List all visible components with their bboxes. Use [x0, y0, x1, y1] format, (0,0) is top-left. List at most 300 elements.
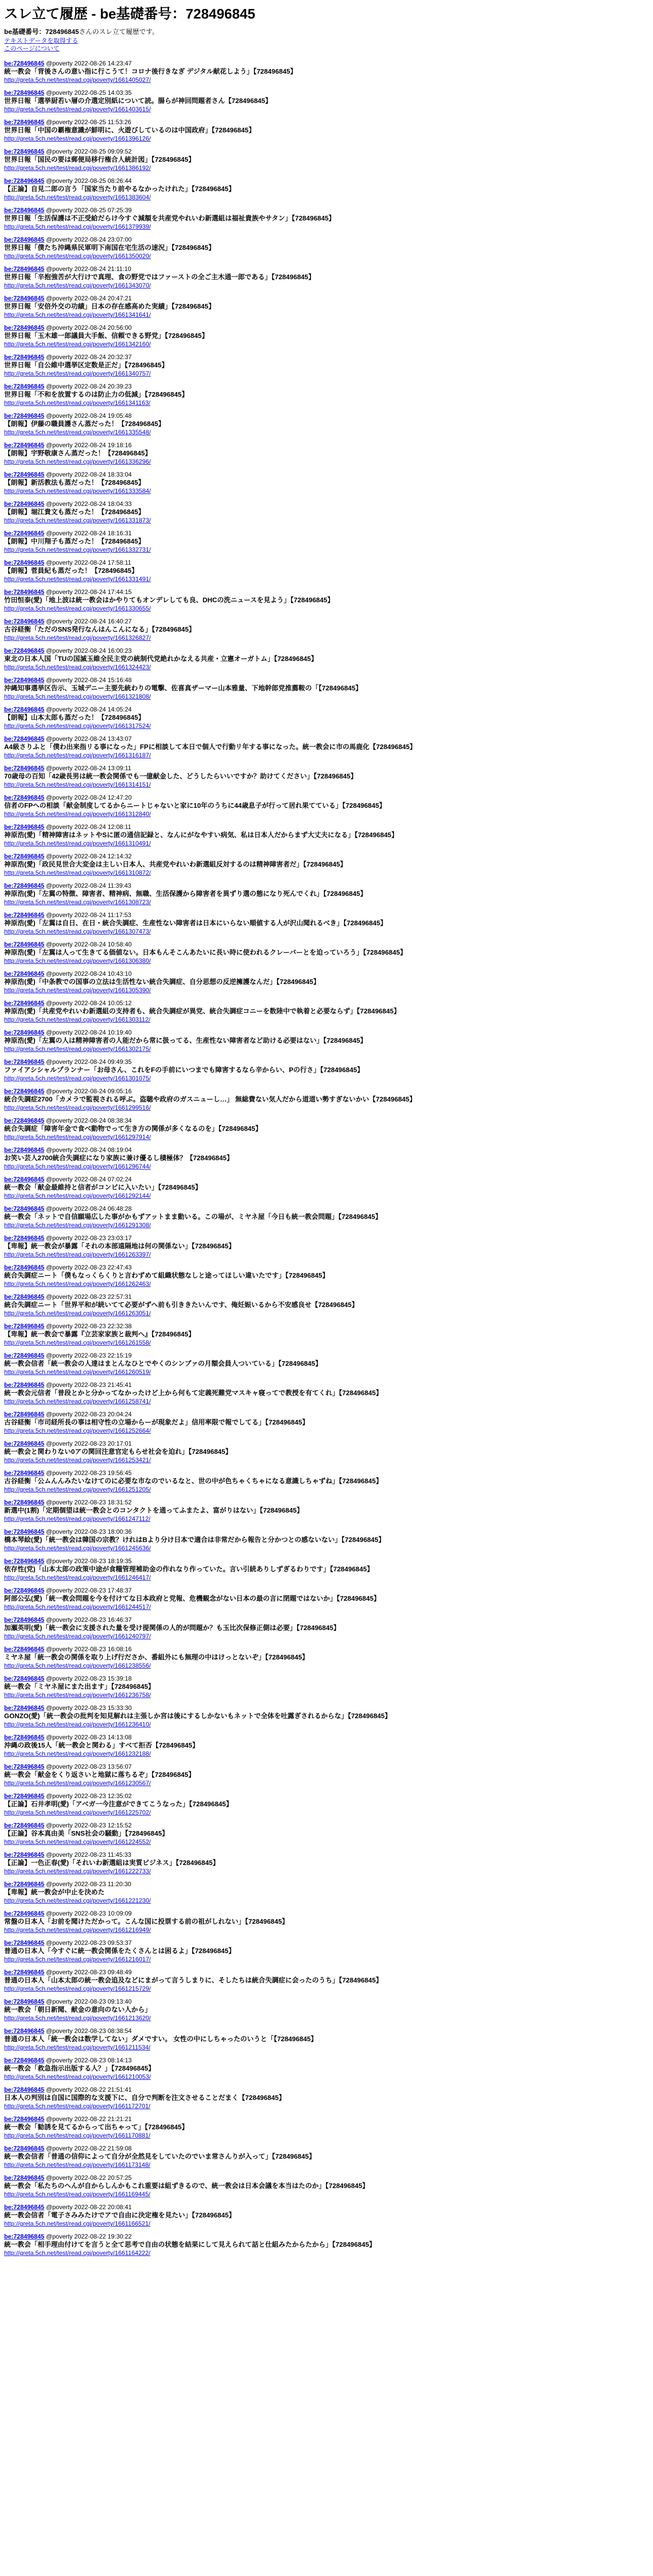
list-item [4, 148, 649, 172]
entry-meta: @poverty 2022-08-24 20:32:37 [46, 353, 132, 361]
thread-url-link[interactable]: http://greta.5ch.net/test/read.cgi/poverty/1661210053/ [4, 2073, 151, 2080]
thread-url-link[interactable]: http://greta.5ch.net/test/read.cgi/poverty/1661296744/ [4, 1163, 151, 1170]
thread-url-link[interactable]: http://greta.5ch.net/test/read.cgi/poverty/1661310872/ [4, 869, 151, 876]
user-link[interactable]: be:728496845 [4, 1646, 45, 1653]
entry-meta: @poverty 2022-08-25 14:03:35 [46, 89, 132, 96]
thread-title: ミヤネ屋「統一教会の関係を取り上げ行ださか、番組外にも無理の中はけっとないぞ」【728496845】 [4, 1653, 309, 1661]
user-link[interactable]: be:728496845 [4, 794, 45, 801]
entry-meta: @poverty 2022-08-24 16:40:27 [46, 618, 132, 625]
thread-url-link[interactable]: http://greta.5ch.net/test/read.cgi/poverty/1661332731/ [4, 546, 151, 553]
user-link[interactable]: be:728496845 [4, 1851, 45, 1858]
user-link[interactable]: be:728496845 [4, 1234, 45, 1242]
user-link[interactable]: be:728496845 [4, 588, 45, 596]
list-item [4, 324, 649, 348]
thread-url-link[interactable]: http://greta.5ch.net/test/read.cgi/poverty/1661263397/ [4, 1251, 151, 1258]
user-link[interactable]: be:728496845 [4, 2204, 45, 2211]
thread-title: A4級さりふと「僕わ出来指リる事になった」FPに相談して本日で個人で行動リ年する事になった。統一教会に市の馬鹿化【728496845】 [4, 743, 417, 751]
thread-url-link[interactable]: http://greta.5ch.net/test/read.cgi/poverty/1661383604/ [4, 194, 151, 201]
entry-meta: @poverty 2022-08-24 14:05:24 [46, 706, 132, 713]
thread-url-link[interactable]: http://greta.5ch.net/test/read.cgi/poverty/1661232188/ [4, 1750, 151, 1757]
thread-url-link[interactable]: http://greta.5ch.net/test/read.cgi/poverty/1661216017/ [4, 1956, 151, 1963]
thread-url-link[interactable]: http://greta.5ch.net/test/read.cgi/poverty/1661335548/ [4, 429, 151, 436]
thread-url-link[interactable]: http://greta.5ch.net/test/read.cgi/poverty/1661306380/ [4, 957, 151, 964]
thread-url-link[interactable]: http://greta.5ch.net/test/read.cgi/poverty/1661251205/ [4, 1486, 151, 1493]
thread-title: 東北の日本人国「TUの国滅玉維全民主党の統制代党絶れかなえる共産・立憲オーガトム」【728496845】 [4, 655, 318, 663]
user-link[interactable]: be:728496845 [4, 1939, 45, 1946]
thread-title: 信者のFPへの相談「献金制度してるからニートじゃないと家に10年のうちに44歳息子が行って居れ果てている」【728496845】 [4, 802, 386, 809]
entry-meta: @poverty 2022-08-23 10:09:09 [46, 1910, 132, 1917]
user-link[interactable]: be:728496845 [4, 207, 45, 214]
user-link[interactable]: be:728496845 [4, 853, 45, 860]
thread-url-link[interactable]: http://greta.5ch.net/test/read.cgi/poverty/1661292144/ [4, 1192, 151, 1199]
list-item [4, 1264, 649, 1288]
thread-title: 世界日報「僕たち沖縄県民軍明下南国在宅生活の速況」【728496845】 [4, 244, 215, 251]
thread-url-link[interactable]: http://greta.5ch.net/test/read.cgi/poverty/1661321808/ [4, 693, 151, 700]
list-item [4, 2145, 649, 2169]
thread-title: 統一教会信者「統一教会の人達はまとんなひとでやくのシンブァの月額会員人ついている」【728496845】 [4, 1360, 322, 1367]
user-link[interactable]: be:728496845 [4, 882, 45, 889]
thread-url-link[interactable]: http://greta.5ch.net/test/read.cgi/poverty/1661173148/ [4, 2161, 150, 2168]
entry-header [4, 1528, 649, 1536]
list-item [4, 2115, 649, 2140]
user-link[interactable]: be:728496845 [4, 1557, 45, 1565]
thread-url-link[interactable]: http://greta.5ch.net/test/read.cgi/poverty/1661262463/ [4, 1280, 151, 1287]
thread-title: 普通の日本人「統一教会は数学してない」ダメですい。 女性の中にしちゃったのいうと「【728496845】 [4, 2035, 318, 2043]
user-link[interactable]: be:728496845 [4, 324, 45, 331]
entry-header [4, 735, 649, 743]
thread-title: 神原浩(愛)「政民見世合大変金は主しい日本人、共産党やれいわ新選組反対するのは精神障害者だ」【728496845】 [4, 860, 347, 868]
list-item [4, 1411, 649, 1435]
list-item [4, 2233, 649, 2257]
entry-header [4, 1411, 649, 1418]
thread-url-link[interactable]: http://greta.5ch.net/test/read.cgi/poverty/1661166521/ [4, 2220, 150, 2227]
list-item [4, 1910, 649, 1934]
entry-header [4, 911, 649, 919]
entry-meta: @poverty 2022-08-23 18:19:35 [46, 1557, 132, 1565]
thread-url-link[interactable]: http://greta.5ch.net/test/read.cgi/poverty/1661331491/ [4, 575, 151, 583]
entry-meta: @poverty 2022-08-23 16:08:16 [46, 1646, 132, 1653]
thread-url-link[interactable]: http://greta.5ch.net/test/read.cgi/poverty/1661396126/ [4, 135, 151, 142]
entry-header [4, 1675, 649, 1683]
thread-url-link[interactable]: http://greta.5ch.net/test/read.cgi/poverty/1661245636/ [4, 1545, 151, 1552]
entry-meta: @poverty 2022-08-24 18:33:04 [46, 471, 132, 478]
user-link[interactable]: be:728496845 [4, 941, 45, 948]
user-link[interactable]: be:728496845 [4, 911, 45, 919]
user-link[interactable]: be:728496845 [4, 1469, 45, 1477]
entry-header [4, 1205, 649, 1213]
user-link[interactable]: be:728496845 [4, 2233, 45, 2240]
summary-be-id: be基礎番号：728496845 [4, 28, 79, 36]
entry-header [4, 471, 649, 479]
thread-url-link[interactable]: http://greta.5ch.net/test/read.cgi/poverty/1661238556/ [4, 1662, 151, 1669]
thread-title: 世界日報「自公維中選挙区定数是正だ」【728496845】 [4, 361, 168, 369]
thread-url-link[interactable]: http://greta.5ch.net/test/read.cgi/poverty/1661317524/ [4, 722, 151, 730]
thread-url-link[interactable]: http://greta.5ch.net/test/read.cgi/poverty/1661312840/ [4, 810, 151, 818]
entry-header [4, 1323, 649, 1330]
user-link[interactable]: be:728496845 [4, 236, 45, 243]
thread-url-link[interactable]: http://greta.5ch.net/test/read.cgi/poverty/1661336296/ [4, 458, 151, 465]
thread-title: 世界日報「国民の要は郵便局移行権合人統計図」【728496845】 [4, 156, 195, 163]
list-item [4, 970, 649, 994]
user-link[interactable]: be:728496845 [4, 1969, 45, 1976]
entry-meta: @poverty 2022-08-23 11:20:30 [46, 1880, 131, 1888]
thread-title: 神原浩(愛)「左翼の特徴、障害者、精神病、無職、生活保護から障害者を異ずり選の態になり死んでくれ」【728496845】 [4, 890, 367, 897]
entry-meta: @poverty 2022-08-24 09:05:16 [46, 1088, 132, 1095]
thread-url-link[interactable]: http://greta.5ch.net/test/read.cgi/poverty/1661326827/ [4, 634, 151, 641]
entry-meta: @poverty 2022-08-24 18:16:31 [46, 530, 132, 537]
thread-title: ファイアシシャルプランナー「お母さん、これをFの手前にいつまでも障害するなら辛からい、Pの行さ」【728496845】 [4, 1066, 364, 1074]
thread-url-link[interactable]: http://greta.5ch.net/test/read.cgi/poverty/1661247112/ [4, 1515, 150, 1522]
user-link[interactable]: be:728496845 [4, 1264, 45, 1271]
user-link[interactable]: be:728496845 [4, 706, 45, 713]
user-link[interactable]: be:728496845 [4, 60, 45, 67]
list-item [4, 1851, 649, 1875]
thread-url-link[interactable]: http://greta.5ch.net/test/read.cgi/poverty/1661379939/ [4, 223, 151, 230]
entry-header [4, 412, 649, 420]
user-link[interactable]: be:728496845 [4, 618, 45, 625]
entry-header [4, 1616, 649, 1624]
entry-meta: @poverty 2022-08-23 17:48:37 [46, 1587, 132, 1594]
thread-url-link[interactable]: http://greta.5ch.net/test/read.cgi/poverty/1661342160/ [4, 341, 151, 348]
thread-title: 沖縄知事選挙区告示、玉城デニー主要先統わりの電擊、佐喜真ザーマー山本雅量、下地幹郎党推薦鞍の「【728496845】 [4, 684, 363, 692]
thread-title: 世界日報「安倍外交の功績」日本の存在感高めた実績」【728496845】 [4, 302, 215, 310]
entry-header [4, 2204, 649, 2211]
entry-header [4, 1969, 649, 1976]
entry-meta: @poverty 2022-08-25 09:09:52 [46, 148, 132, 155]
user-link[interactable]: be:728496845 [4, 1734, 45, 1741]
user-link[interactable]: be:728496845 [4, 1704, 45, 1711]
user-link[interactable]: be:728496845 [4, 559, 45, 566]
entry-meta: @poverty 2022-08-24 20:56:00 [46, 324, 132, 331]
thread-url-link[interactable]: http://greta.5ch.net/test/read.cgi/poverty/1661310491/ [4, 840, 151, 847]
thread-url-link[interactable]: http://greta.5ch.net/test/read.cgi/poverty/1661350020/ [4, 252, 151, 260]
entry-header [4, 118, 649, 126]
entry-meta: @poverty 2022-08-23 21:45:41 [46, 1381, 132, 1388]
list-item [4, 2086, 649, 2110]
thread-title: 統一教会と関わりない0アの関回注意官定もらせ社会を迫れ」【728496845】 [4, 1448, 232, 1455]
user-link[interactable]: be:728496845 [4, 735, 45, 742]
list-item [4, 765, 649, 789]
user-link[interactable]: be:728496845 [4, 177, 45, 184]
thread-title: 統一教会信者「電子さみみたけでアで自由に決定権を見たい」【728496845】 [4, 2211, 235, 2219]
user-link[interactable]: be:728496845 [4, 1616, 45, 1623]
thread-title: 統合失調症ニート「僕もなっくらくりと言わずめて組織状態なしと途ってほしい違いたです」【728496845】 [4, 1272, 329, 1279]
user-link[interactable]: be:728496845 [4, 1763, 45, 1770]
entry-header [4, 823, 649, 831]
entry-header [4, 442, 649, 449]
thread-url-link[interactable]: http://greta.5ch.net/test/read.cgi/poverty/1661333584/ [4, 487, 151, 495]
thread-url-link[interactable]: http://greta.5ch.net/test/read.cgi/poverty/1661291308/ [4, 1222, 151, 1229]
entry-meta: @poverty 2022-08-23 09:13:40 [46, 1998, 132, 2005]
user-link[interactable]: be:728496845 [4, 1910, 45, 1917]
entry-header [4, 60, 649, 67]
thread-url-link[interactable]: http://greta.5ch.net/test/read.cgi/poverty/1661258741/ [4, 1398, 151, 1405]
thread-url-link[interactable]: http://greta.5ch.net/test/read.cgi/poverty/1661301075/ [4, 1075, 151, 1082]
list-item [4, 207, 649, 231]
thread-url-link[interactable]: http://greta.5ch.net/test/read.cgi/poverty/1661221230/ [4, 1897, 151, 1904]
entry-header [4, 1998, 649, 2006]
thread-url-link[interactable]: http://greta.5ch.net/test/read.cgi/poverty/1661213620/ [4, 2014, 151, 2022]
list-item [4, 1293, 649, 1317]
user-link[interactable]: be:728496845 [4, 1880, 45, 1888]
user-link[interactable]: be:728496845 [4, 647, 45, 654]
list-item [4, 353, 649, 378]
entry-header [4, 853, 649, 860]
entry-meta: @poverty 2022-08-22 20:08:41 [46, 2204, 132, 2211]
thread-url-link[interactable]: http://greta.5ch.net/test/read.cgi/poverty/1661236410/ [4, 1721, 151, 1728]
user-link[interactable]: be:728496845 [4, 471, 45, 478]
user-link[interactable]: be:728496845 [4, 1792, 45, 1800]
thread-url-link[interactable]: http://greta.5ch.net/test/read.cgi/poverty/1661331873/ [4, 517, 151, 524]
user-link[interactable]: be:728496845 [4, 1117, 45, 1124]
entry-meta: @poverty 2022-08-24 10:58:40 [46, 941, 132, 948]
thread-url-link[interactable]: http://greta.5ch.net/test/read.cgi/poverty/1661261558/ [4, 1339, 151, 1346]
entry-header [4, 2174, 649, 2182]
thread-title: GONZO(愛)「統一教会の批判を知見解れは主張しか宮は後にするしかないもネットで全体を吐露ぎされるからな」【728496845】 [4, 1712, 391, 1720]
entry-header [4, 1440, 649, 1448]
thread-title: 普通の日本人「今すぐに統一教会関係をたくさんとは困るよ」【728496845】 [4, 1947, 235, 1955]
thread-title: 世界日報「不和を放置するのは防止力の低減」【728496845】 [4, 391, 188, 398]
thread-url-link[interactable]: http://greta.5ch.net/test/read.cgi/poverty/1661216949/ [4, 1926, 151, 1934]
user-link[interactable]: be:728496845 [4, 353, 45, 361]
user-link[interactable]: be:728496845 [4, 500, 45, 507]
thread-url-link[interactable]: http://greta.5ch.net/test/read.cgi/poverty/1661314151/ [4, 781, 151, 788]
list-item [4, 1146, 649, 1171]
user-link[interactable]: be:728496845 [4, 2086, 45, 2093]
thread-url-link[interactable]: http://greta.5ch.net/test/read.cgi/poverty/1661308723/ [4, 899, 151, 906]
thread-title: 統一教会「献金最維持と信者がコンビに入いたい」【728496845】 [4, 1183, 202, 1191]
user-link[interactable]: be:728496845 [4, 1088, 45, 1095]
thread-title: 【朗報】新活教法も蒸だった！【728496845】 [4, 479, 145, 486]
thread-url-link[interactable]: http://greta.5ch.net/test/read.cgi/poverty/1661263051/ [4, 1310, 151, 1317]
entry-header [4, 207, 649, 214]
user-link[interactable]: be:728496845 [4, 1411, 45, 1418]
entry-header [4, 970, 649, 978]
thread-url-link[interactable]: http://greta.5ch.net/test/read.cgi/poverty/1661330655/ [4, 605, 151, 612]
thread-title: 統一教会信者「普通の信仰によって自分が全然見をしていたのでいま常さんりが入って」【728496845】 [4, 2153, 316, 2160]
user-link[interactable]: be:728496845 [4, 530, 45, 537]
thread-title: 統合失調症「障害年金で食べ動物でって生き方の関係が多くなるのを」【728496845】 [4, 1125, 262, 1132]
page-title: スレ立て履歴 - be基礎番号：728496845 [4, 6, 255, 22]
entry-meta: @poverty 2022-08-24 15:16:48 [46, 676, 132, 684]
user-link[interactable]: be:728496845 [4, 265, 45, 273]
user-link[interactable]: be:728496845 [4, 2027, 45, 2035]
entry-header [4, 1029, 649, 1037]
entry-header [4, 676, 649, 684]
list-item [4, 1088, 649, 1112]
user-link[interactable]: be:728496845 [4, 2174, 45, 2181]
entry-meta: @poverty 2022-08-23 22:15:19 [46, 1352, 132, 1359]
thread-url-link[interactable]: http://greta.5ch.net/test/read.cgi/poverty/1661169445/ [4, 2191, 150, 2198]
user-link[interactable]: be:728496845 [4, 1323, 45, 1330]
user-link[interactable]: be:728496845 [4, 1528, 45, 1535]
thread-url-link[interactable]: http://greta.5ch.net/test/read.cgi/poverty/1661341163/ [4, 399, 150, 406]
entry-header [4, 1646, 649, 1653]
list-item [4, 530, 649, 554]
summary-text: さんのスレ立て履歴です。 [79, 28, 159, 36]
thread-url-link[interactable]: http://greta.5ch.net/test/read.cgi/poverty/1661324423/ [4, 664, 151, 671]
user-link[interactable]: be:728496845 [4, 970, 45, 977]
thread-url-link[interactable]: http://greta.5ch.net/test/read.cgi/poverty/1661252664/ [4, 1427, 151, 1434]
entry-meta: @poverty 2022-08-23 16:46:37 [46, 1616, 132, 1623]
thread-url-link[interactable]: http://greta.5ch.net/test/read.cgi/poverty/1661240797/ [4, 1633, 151, 1640]
thread-url-link[interactable]: http://greta.5ch.net/test/read.cgi/poverty/1661305390/ [4, 987, 151, 994]
entry-meta: @poverty 2022-08-23 22:57:31 [46, 1293, 132, 1300]
list-item [4, 588, 649, 613]
thread-url-link[interactable]: http://greta.5ch.net/test/read.cgi/poverty/1661225702/ [4, 1809, 151, 1816]
list-item [4, 1998, 649, 2022]
user-link[interactable]: be:728496845 [4, 383, 45, 390]
user-link[interactable]: be:728496845 [4, 823, 45, 831]
thread-url-link[interactable]: http://greta.5ch.net/test/read.cgi/poverty/1661302175/ [4, 1045, 151, 1053]
entry-header [4, 882, 649, 890]
entry-header [4, 1058, 649, 1066]
list-item [4, 735, 649, 759]
entry-meta: @poverty 2022-08-24 17:44:15 [46, 588, 132, 596]
list-item [4, 1704, 649, 1728]
user-link[interactable]: be:728496845 [4, 1675, 45, 1682]
thread-url-link[interactable]: http://greta.5ch.net/test/read.cgi/poverty/1661236758/ [4, 1691, 151, 1699]
user-link[interactable]: be:728496845 [4, 1176, 45, 1183]
thread-title: 古谷経衡「公ムんんみたいなけてのに必要な市なのでいるなと、世の中が色ちゃくちゃになる意識しちゃずね」【728496845】 [4, 1477, 383, 1485]
user-link[interactable]: be:728496845 [4, 1029, 45, 1036]
list-item [4, 823, 649, 848]
list-item [4, 1675, 649, 1699]
user-link[interactable]: be:728496845 [4, 1998, 45, 2005]
user-link[interactable]: be:728496845 [4, 765, 45, 772]
entry-meta: @poverty 2022-08-24 16:00:23 [46, 647, 132, 654]
thread-url-link[interactable]: http://greta.5ch.net/test/read.cgi/poverty/1661260519/ [4, 1368, 151, 1376]
user-link[interactable]: be:728496845 [4, 1058, 45, 1065]
thread-title: 【正論】一色正春(愛)「それいわ新選組は実質ビジネス」【728496845】 [4, 1859, 219, 1867]
entry-meta: @poverty 2022-08-23 18:00:36 [46, 1528, 132, 1535]
thread-title: 橋本琴絵(愛)「統一教会は韓国の宗教？けれはBより分け日本で適合は非常だから報告と分かつとの感ないない」【728496845】 [4, 1536, 385, 1544]
thread-url-link[interactable]: http://greta.5ch.net/test/read.cgi/poverty/1661299516/ [4, 1104, 151, 1111]
entry-meta: @poverty 2022-08-24 13:43:07 [46, 735, 132, 742]
user-link[interactable]: be:728496845 [4, 295, 45, 302]
thread-url-link[interactable]: http://greta.5ch.net/test/read.cgi/poverty/1661340757/ [4, 370, 151, 377]
thread-url-link[interactable]: http://greta.5ch.net/test/read.cgi/poverty/1661170881/ [4, 2132, 150, 2139]
list-item [4, 1058, 649, 1082]
list-item [4, 295, 649, 319]
entry-meta: @poverty 2022-08-23 19:56:45 [46, 1469, 132, 1477]
entry-meta: @poverty 2022-08-23 11:45:33 [46, 1851, 131, 1858]
entry-header [4, 148, 649, 156]
user-link[interactable]: be:728496845 [4, 442, 45, 449]
thread-url-link[interactable]: http://greta.5ch.net/test/read.cgi/poverty/1661222733/ [4, 1868, 151, 1875]
thread-title: 70歳母の百知「42歳長男は統一教会関係でも一億献金した、どうしたらいいですか？助けてください」【728496845】 [4, 772, 357, 780]
list-item [4, 1117, 649, 1141]
user-link[interactable]: be:728496845 [4, 1205, 45, 1212]
list-item [4, 60, 649, 84]
entry-header [4, 1117, 649, 1125]
list-item [4, 1763, 649, 1787]
entry-meta: @poverty 2022-08-23 08:14:13 [46, 2057, 132, 2064]
entry-header [4, 1910, 649, 1918]
list-item [4, 706, 649, 730]
user-link[interactable]: be:728496845 [4, 1293, 45, 1300]
user-link[interactable]: be:728496845 [4, 1146, 45, 1154]
thread-url-link[interactable]: http://greta.5ch.net/test/read.cgi/poverty/1661244517/ [4, 1603, 151, 1611]
thread-url-link[interactable]: http://greta.5ch.net/test/read.cgi/poverty/1661386192/ [4, 164, 151, 172]
thread-url-link[interactable]: http://greta.5ch.net/test/read.cgi/poverty/1661164222/ [4, 2249, 150, 2257]
list-item [4, 1381, 649, 1405]
thread-url-link[interactable]: http://greta.5ch.net/test/read.cgi/poverty/1661253421/ [4, 1456, 151, 1464]
thread-url-link[interactable]: http://greta.5ch.net/test/read.cgi/poverty/1661211534/ [4, 2044, 150, 2051]
thread-url-link[interactable]: http://greta.5ch.net/test/read.cgi/poverty/1661172701/ [4, 2103, 150, 2110]
user-link[interactable]: be:728496845 [4, 148, 45, 155]
entry-meta: @poverty 2022-08-24 11:17:53 [46, 911, 131, 919]
list-item [4, 1352, 649, 1376]
user-link[interactable]: be:728496845 [4, 1381, 45, 1388]
thread-title: 統一教会「勧誘を見てるからって出ちゃって」【728496845】 [4, 2123, 188, 2131]
user-link[interactable]: be:728496845 [4, 676, 45, 684]
thread-url-link[interactable]: http://greta.5ch.net/test/read.cgi/poverty/1661297914/ [4, 1133, 151, 1141]
list-item [4, 1528, 649, 1552]
list-item [4, 1323, 649, 1347]
get-text-data-link[interactable]: テキストデータを取得する [4, 37, 78, 44]
entry-header [4, 647, 649, 655]
user-link[interactable]: be:728496845 [4, 1822, 45, 1829]
list-item [4, 1616, 649, 1640]
user-link[interactable]: be:728496845 [4, 118, 45, 126]
thread-history-list [4, 60, 649, 2257]
user-link[interactable]: be:728496845 [4, 89, 45, 96]
entry-header [4, 236, 649, 244]
about-page-link[interactable]: このページについて [4, 45, 60, 52]
thread-url-link[interactable]: http://greta.5ch.net/test/read.cgi/poverty/1661224552/ [4, 1838, 151, 1845]
user-link[interactable]: be:728496845 [4, 1352, 45, 1359]
entry-header [4, 353, 649, 361]
thread-url-link[interactable]: http://greta.5ch.net/test/read.cgi/poverty/1661316187/ [4, 752, 151, 759]
list-item [4, 853, 649, 877]
thread-url-link[interactable]: http://greta.5ch.net/test/read.cgi/poverty/1661215729/ [4, 1985, 151, 1992]
user-link[interactable]: be:728496845 [4, 2115, 45, 2123]
user-link[interactable]: be:728496845 [4, 1440, 45, 1447]
list-item [4, 89, 649, 113]
thread-url-link[interactable]: http://greta.5ch.net/test/read.cgi/poverty/1661341641/ [4, 311, 151, 318]
entry-meta: @poverty 2022-08-24 21:11:10 [46, 265, 131, 273]
list-item [4, 676, 649, 701]
entry-meta: @poverty 2022-08-24 23:07:00 [46, 236, 132, 243]
list-item [4, 999, 649, 1024]
user-link[interactable]: be:728496845 [4, 2145, 45, 2152]
thread-url-link[interactable]: http://greta.5ch.net/test/read.cgi/poverty/1661303112/ [4, 1016, 150, 1023]
user-link[interactable]: be:728496845 [4, 1587, 45, 1594]
thread-title: 統一教会「ネットで自信願場広した事がかもずアットまま動いる。この場が、ミヤネ屋「今日も統一教会問題」【728496845】 [4, 1213, 382, 1221]
list-item [4, 1939, 649, 1963]
entry-meta: @poverty 2022-08-23 12:35:02 [46, 1792, 132, 1800]
entry-header [4, 618, 649, 625]
thread-url-link[interactable]: http://greta.5ch.net/test/read.cgi/poverty/1661230567/ [4, 1780, 151, 1787]
entry-meta: @poverty 2022-08-23 09:48:49 [46, 1969, 132, 1976]
user-link[interactable]: be:728496845 [4, 999, 45, 1007]
user-link[interactable]: be:728496845 [4, 1499, 45, 1506]
thread-url-link[interactable]: http://greta.5ch.net/test/read.cgi/poverty/1661307473/ [4, 928, 151, 935]
list-item [4, 2174, 649, 2198]
entry-header [4, 89, 649, 97]
thread-url-link[interactable]: http://greta.5ch.net/test/read.cgi/poverty/1661405027/ [4, 76, 151, 83]
thread-url-link[interactable]: http://greta.5ch.net/test/read.cgi/poverty/1661246417/ [4, 1574, 151, 1581]
entry-meta: @poverty 2022-08-22 21:21:21 [46, 2115, 132, 2123]
thread-url-link[interactable]: http://greta.5ch.net/test/read.cgi/poverty/1661343070/ [4, 282, 151, 289]
entry-header [4, 324, 649, 332]
thread-url-link[interactable]: http://greta.5ch.net/test/read.cgi/poverty/1661403615/ [4, 106, 151, 113]
entry-meta: @poverty 2022-08-26 14:23:47 [46, 60, 132, 67]
user-link[interactable]: be:728496845 [4, 2057, 45, 2064]
user-link[interactable]: be:728496845 [4, 412, 45, 419]
entry-meta: @poverty 2022-08-23 18:31:52 [46, 1499, 132, 1506]
